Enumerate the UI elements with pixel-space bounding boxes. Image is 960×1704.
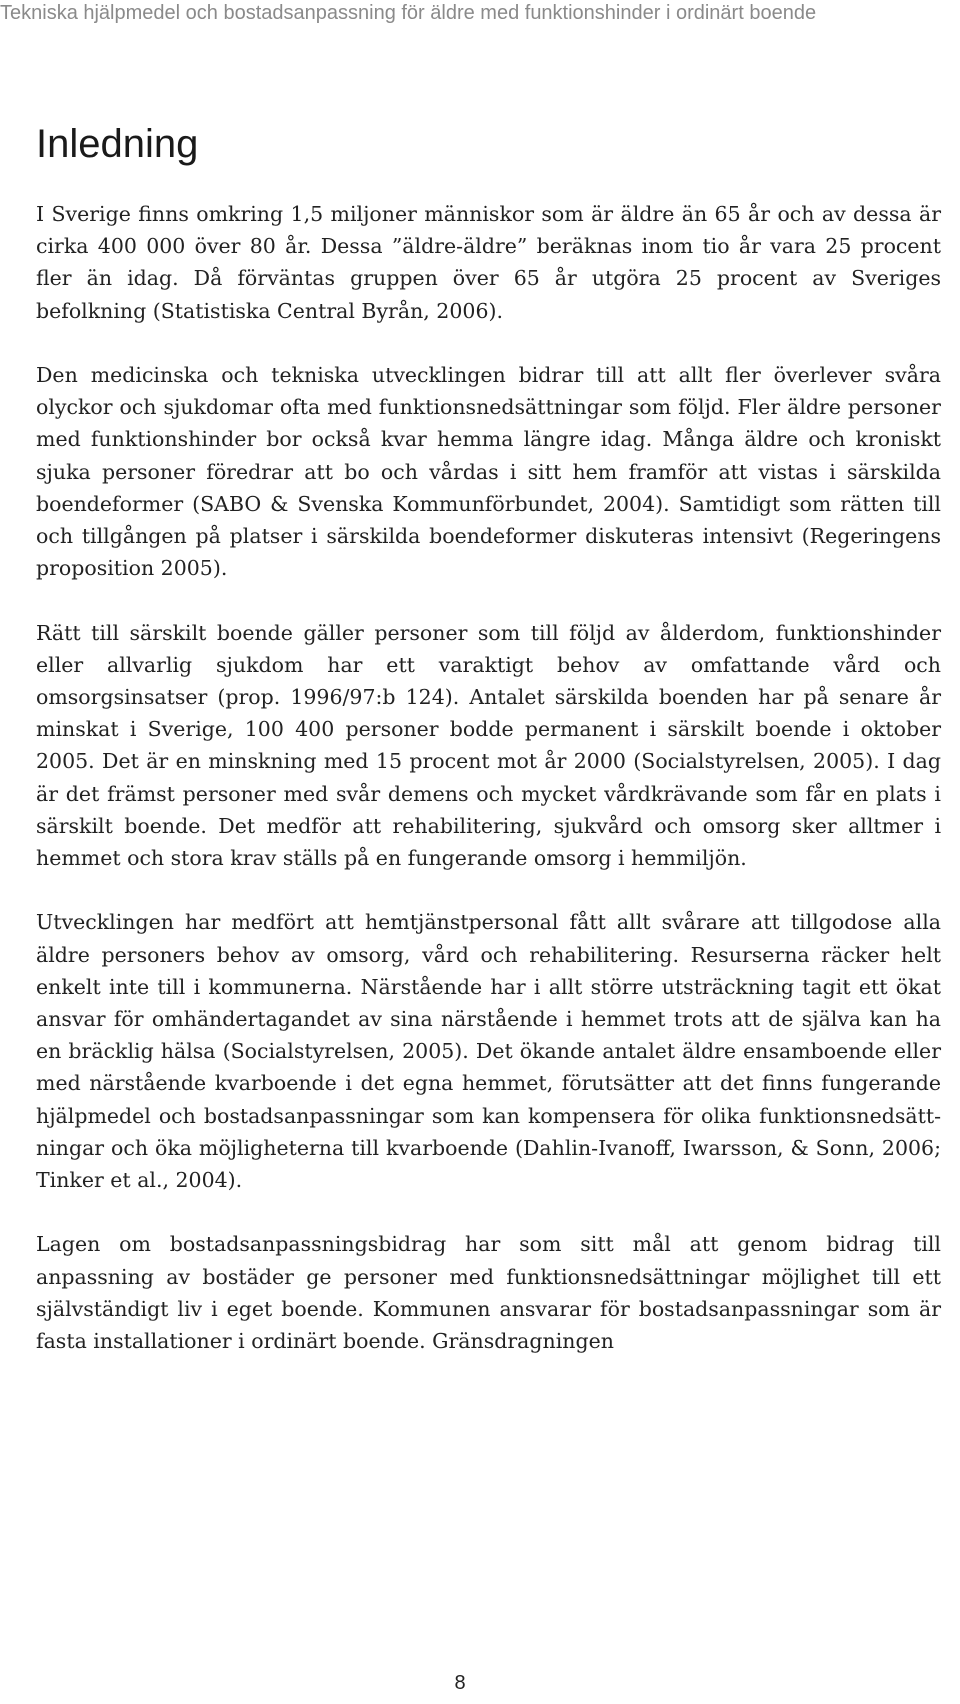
body-text	[36, 198, 941, 1389]
paragraph: Utvecklingen har medfört att hemtjänstpersonal fått allt svårare att tillgodose alla äldre personers behov av omsorg, vård och rehabilitering. Resurserna räcker helt enkelt inte till i kommunerna. Närstående har i allt större utsträckning tagit ett ökat ansvar för omhändertagandet av sina närstående i hemmet trots att de själva kan ha en bräcklig hälsa (Socialstyrelsen, 2005). Det ökande antalet äldre ensamboende eller med närstående kvarboende i det egna hemmet, förutsätter att det finns fungerande hjälpmedel och bostadsanpassningar som kan kompensera för olika funktionsnedsättningar och öka möjligheterna till kvarboende (Dahlin-Ivanoff, Iwarsson, & Sonn, 2006; Tinker et al., 2004).	[36, 910, 941, 1193]
paragraph: Lagen om bostadsanpassningsbidrag har som sitt mål att genom bidrag till anpassning av bostäder ge personer med funktionsnedsättningar möjlighet till ett självständigt liv i eget boende. Kommunen ansvarar för bostadsanpassningar som är fasta installationer i ordinärt boende. Gränsdragningen	[36, 1232, 941, 1354]
paragraph: I Sverige finns omkring 1,5 miljoner människor som är äldre än 65 år och av dessa är cirka 400 000 över 80 år. Dessa ”äldre-äldre” beräknas inom tio år vara 25 procent fler än idag. Då förväntas gruppen över 65 år utgöra 25 procent av Sveriges befolkning (Statistiska Central Byrån, 2006).	[36, 202, 941, 323]
section-title: Inledning	[36, 122, 199, 166]
paragraph: Rätt till särskilt boende gäller personer som till följd av ålderdom, funktionshinder eller allvarlig sjukdom har ett varaktigt behov av omfattande vård och omsorgsinsatser (prop. 1996/97:b 124). Antalet särskilda boenden har på senare år minskat i Sverige, 100 400 personer bodde permanent i särskilt boende i oktober 2005. Det är en minskning med 15 procent mot år 2000 (Socialstyrelsen, 2005). I dag är det främst personer med svår demens och mycket vårdkrävande som får en plats i särskilt boende. Det medför att rehabilitering, sjukvård och omsorg sker alltmer i hemmet och stora krav ställs på en fungerande omsorg i hemmiljön.	[36, 620, 941, 871]
paragraph: Den medicinska och tekniska utvecklingen bidrar till att allt fler överlever svåra olyckor och sjukdomar ofta med funktionsnedsättningar som följd. Fler äldre personer med funktionshinder bor också kvar hemma längre idag. Många äldre och kroniskt sjuka personer föredrar att bo och vårdas i sitt hem framför att vistas i särskilda boendeformer (SABO & Svenska Kommunförbundet, 2004). Samtidigt som rätten till och tillgången på platser i särskilda boendeformer diskuteras intensivt (Regeringens proposition 2005).	[36, 363, 941, 581]
running-header: Tekniska hjälpmedel och bostadsanpassning för äldre med funktionshinder i ordinärt boende	[0, 2, 817, 24]
page-number: 8	[454, 1672, 466, 1694]
